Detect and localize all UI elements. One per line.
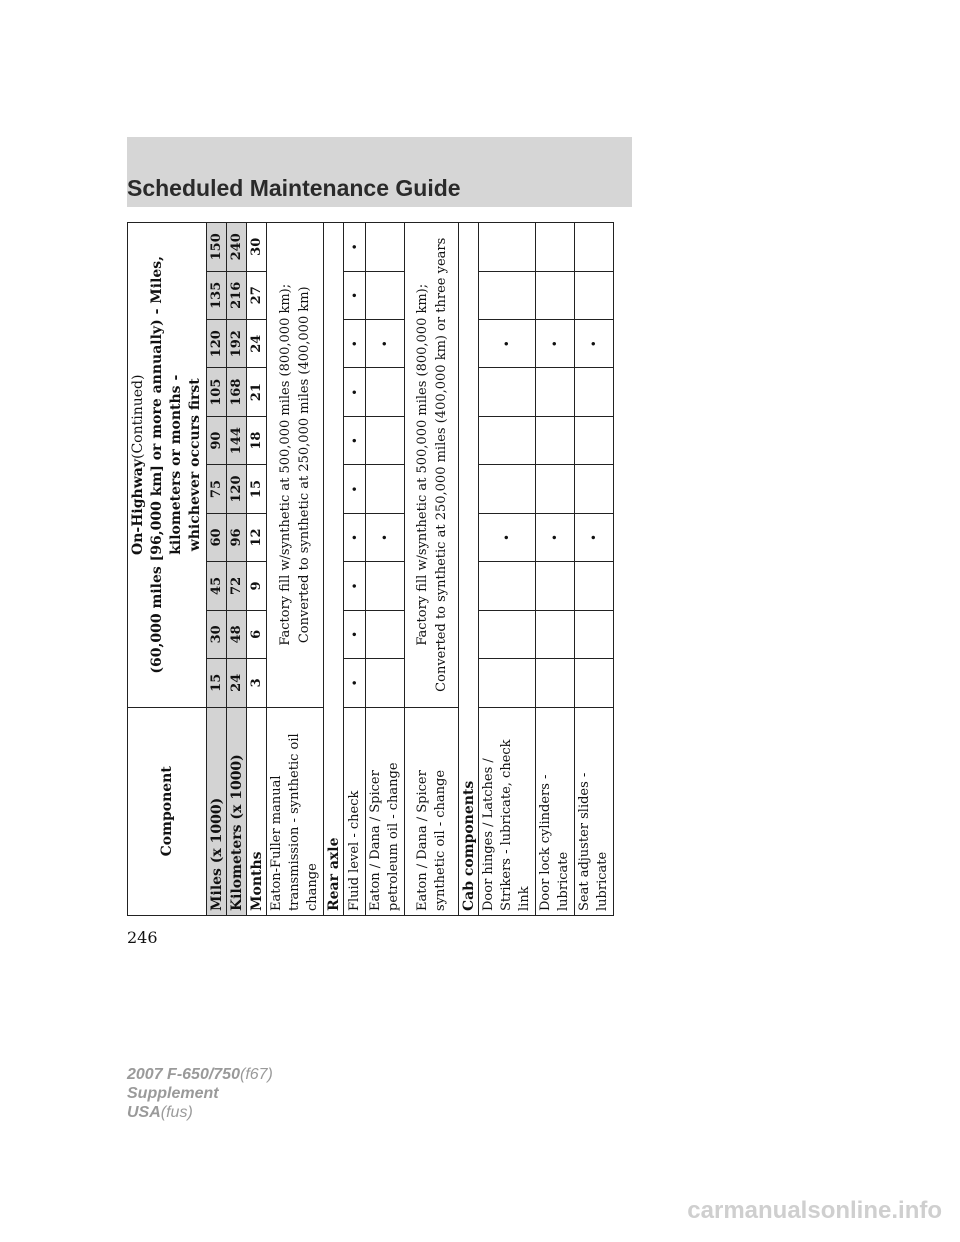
empty-cell <box>536 562 575 610</box>
service-dot: • <box>575 513 614 561</box>
eaton-synthetic-note-line2: Converted to synthetic at 250,000 miles (400,000 km) or three years <box>433 237 449 692</box>
months-row-value: 3 <box>247 659 267 707</box>
service-dot: • <box>344 368 366 416</box>
eaton-petroleum-row <box>366 223 405 916</box>
empty-cell <box>479 465 536 513</box>
months-row-value: 6 <box>247 610 267 658</box>
eaton-synthetic-label: Eaton / Dana / Spicer synthetic oil - change <box>405 707 459 915</box>
empty-cell <box>366 465 405 513</box>
months-row <box>247 223 267 916</box>
empty-cell <box>479 271 536 319</box>
months-row-value: 18 <box>247 416 267 464</box>
empty-cell <box>575 659 614 707</box>
km-row-value: 120 <box>227 465 247 513</box>
empty-cell <box>536 271 575 319</box>
empty-cell <box>575 416 614 464</box>
km-row-value: 48 <box>227 610 247 658</box>
months-row-value: 24 <box>247 320 267 368</box>
km-row <box>227 223 247 916</box>
months-row-label: Months <box>247 707 267 915</box>
service-dot: • <box>366 513 405 561</box>
empty-cell <box>575 223 614 272</box>
component-header: Component <box>128 707 207 915</box>
empty-cell <box>575 465 614 513</box>
km-row-value: 240 <box>227 223 247 272</box>
footer-model: 2007 F-650/750 <box>127 1066 240 1083</box>
service-dot: • <box>344 659 366 707</box>
empty-cell <box>575 271 614 319</box>
eaton-fuller-label: Eaton-Fuller manual transmission - synthetic oil change <box>267 707 324 915</box>
empty-cell <box>366 659 405 707</box>
miles-row-value: 135 <box>207 271 227 319</box>
door-hinges-row <box>479 223 536 916</box>
schedule-title <box>128 223 207 708</box>
empty-cell <box>366 368 405 416</box>
service-dot: • <box>344 223 366 272</box>
schedule-title-line2: (60,000 miles [96,000 km] or more annually) - Miles, kilometers or months - <box>149 255 184 674</box>
eaton-fuller-note <box>267 223 324 708</box>
km-row-label: Kilometers (x 1000) <box>227 707 247 915</box>
watermark: carmanualsonline.info <box>687 1197 942 1224</box>
maintenance-table-rotated <box>127 222 610 916</box>
eaton-fuller-note-line1: Factory fill w/synthetic at 500,000 miles (800,000 km); <box>278 283 293 646</box>
schedule-title-continued: (Continued) <box>130 374 146 460</box>
miles-row-value: 15 <box>207 659 227 707</box>
months-row-value: 9 <box>247 562 267 610</box>
eaton-synthetic-row <box>405 223 459 916</box>
document-footer <box>127 1065 273 1122</box>
service-dot: • <box>366 320 405 368</box>
empty-cell <box>536 659 575 707</box>
title-row <box>128 223 207 916</box>
empty-cell <box>479 223 536 272</box>
eaton-synthetic-note <box>405 223 459 708</box>
page-number: 246 <box>127 928 158 947</box>
door-lock-label: Door lock cylinders - lubricate <box>536 707 575 915</box>
empty-cell <box>366 416 405 464</box>
seat-adjuster-label: Seat adjuster slides - lubricate <box>575 707 614 915</box>
empty-cell <box>366 223 405 272</box>
km-row-value: 24 <box>227 659 247 707</box>
cab-components-section-row <box>459 223 479 916</box>
empty-cell <box>479 416 536 464</box>
footer-region-code: (fus) <box>160 1104 193 1121</box>
empty-cell <box>479 659 536 707</box>
eaton-petroleum-label: Eaton / Dana / Spicer petroleum oil - change <box>366 707 405 915</box>
rear-axle-section-header: Rear axle <box>324 223 344 916</box>
schedule-title-bold: On-Highway <box>130 459 146 555</box>
miles-row-value: 30 <box>207 610 227 658</box>
eaton-fuller-note-line2: Converted to synthetic at 250,000 miles (400,000 km) <box>297 286 312 644</box>
miles-row-value: 105 <box>207 368 227 416</box>
rear-axle-section-row <box>324 223 344 916</box>
empty-cell <box>536 610 575 658</box>
miles-row-value: 90 <box>207 416 227 464</box>
km-row-value: 96 <box>227 513 247 561</box>
service-dot: • <box>344 562 366 610</box>
km-row-value: 216 <box>227 271 247 319</box>
months-row-value: 27 <box>247 271 267 319</box>
schedule-title-line3: whichever occurs first <box>187 378 203 552</box>
empty-cell <box>536 416 575 464</box>
empty-cell <box>366 610 405 658</box>
miles-row <box>207 223 227 916</box>
miles-row-value: 150 <box>207 223 227 272</box>
empty-cell <box>479 368 536 416</box>
months-row-value: 21 <box>247 368 267 416</box>
empty-cell <box>536 368 575 416</box>
empty-cell <box>366 562 405 610</box>
km-row-value: 168 <box>227 368 247 416</box>
months-row-value: 30 <box>247 223 267 272</box>
service-dot: • <box>344 320 366 368</box>
footer-model-code: (f67) <box>239 1066 273 1083</box>
fluid-level-row <box>344 223 366 916</box>
page-header-title: Scheduled Maintenance Guide <box>127 175 461 201</box>
service-dot: • <box>479 513 536 561</box>
service-dot: • <box>344 610 366 658</box>
empty-cell <box>575 610 614 658</box>
miles-row-label: Miles (x 1000) <box>207 707 227 915</box>
service-dot: • <box>536 513 575 561</box>
footer-supplement: Supplement <box>127 1085 219 1102</box>
door-lock-row <box>536 223 575 916</box>
miles-row-value: 75 <box>207 465 227 513</box>
empty-cell <box>536 465 575 513</box>
miles-row-value: 60 <box>207 513 227 561</box>
km-row-value: 72 <box>227 562 247 610</box>
service-dot: • <box>344 465 366 513</box>
service-dot: • <box>344 271 366 319</box>
service-dot: • <box>575 320 614 368</box>
fluid-level-label: Fluid level - check <box>344 707 366 915</box>
months-row-value: 15 <box>247 465 267 513</box>
empty-cell <box>575 368 614 416</box>
months-row-value: 12 <box>247 513 267 561</box>
footer-region: USA <box>127 1104 161 1121</box>
cab-components-section-header: Cab components <box>459 223 479 916</box>
miles-row-value: 120 <box>207 320 227 368</box>
eaton-synthetic-note-line1: Factory fill w/synthetic at 500,000 miles (800,000 km); <box>414 283 430 646</box>
empty-cell <box>575 562 614 610</box>
service-dot: • <box>344 416 366 464</box>
km-row-value: 192 <box>227 320 247 368</box>
maintenance-table <box>127 222 614 916</box>
empty-cell <box>536 223 575 272</box>
empty-cell <box>366 271 405 319</box>
service-dot: • <box>536 320 575 368</box>
miles-row-value: 45 <box>207 562 227 610</box>
km-row-value: 144 <box>227 416 247 464</box>
empty-cell <box>479 562 536 610</box>
empty-cell <box>479 610 536 658</box>
door-hinges-label: Door hinges / Latches / Strikers - lubricate, check link <box>479 707 536 915</box>
eaton-fuller-row <box>267 223 324 916</box>
service-dot: • <box>344 513 366 561</box>
seat-adjuster-row <box>575 223 614 916</box>
service-dot: • <box>479 320 536 368</box>
